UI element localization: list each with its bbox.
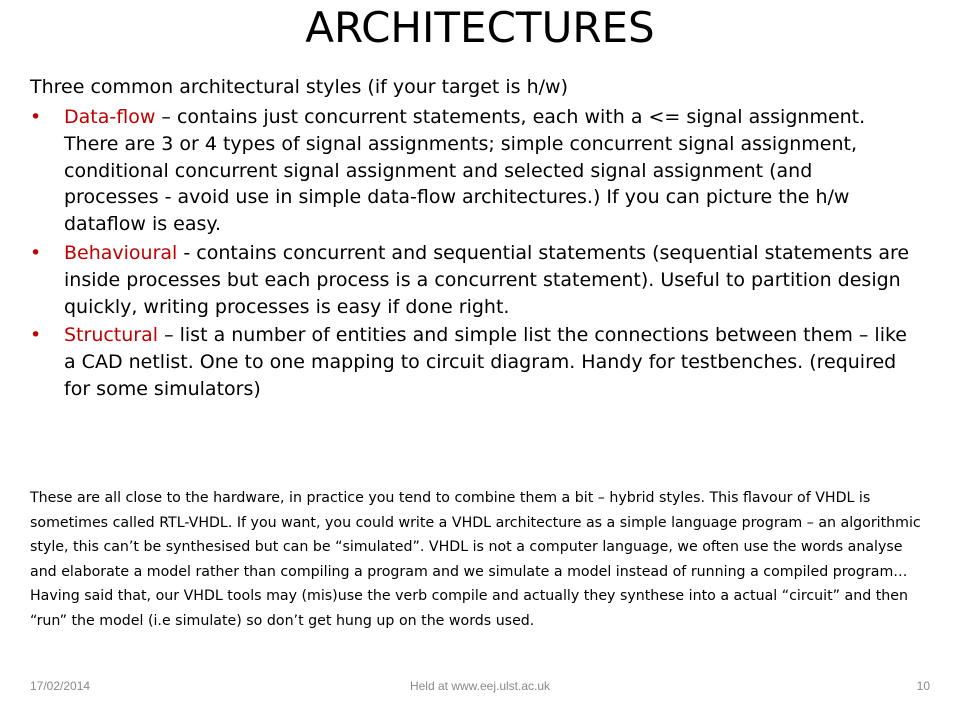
bullet-dot: •: [30, 324, 42, 347]
footer-center-text: Held at www.eej.ulst.ac.uk: [409, 679, 551, 693]
bullet-term: Structural: [64, 324, 159, 347]
bullet-text: – list a number of entities and simple list the connections between them – like a CAD netlist. One to one mapping to circuit diagram. Handy for testbenches. (required for some simulators): [64, 324, 907, 400]
intro-text: Three common architectural styles (if your target is h/w): [30, 76, 569, 98]
slide-footer: [0, 676, 960, 696]
body-paragraph: These are all close to the hardware, in practice you tend to combine them a bit – hybrid styles. This flavour of VHDL is sometimes called RTL-VHDL. If you want, you could write a VHDL architecture as a simple language program – an algorithmic style, this can’t be synthesised but can be “simulated”. VHDL is not a computer language, we often use the words analyse and elaborate a model rather than compiling a program and we simulate a model instead of running a compiled program… Having said that, our VHDL tools may (mis)use the verb compile and actually they synthese into a actual “circuit” and then “run” the model (i.e simulate) so don’t get hung up on the words used.: [30, 490, 921, 629]
slide-title: ARCHITECTURES: [305, 3, 655, 52]
bullet-text: - contains concurrent and sequential statements (sequential statements are inside processes but each process is a concurrent statement). Useful to partition design quickly, writing processes is easy if done right.: [64, 241, 910, 318]
bullet-list: [30, 104, 910, 403]
bullet-dot: •: [30, 241, 42, 264]
bullet-item-data-flow: [30, 104, 910, 238]
bullet-term: Behavioural: [64, 241, 178, 264]
footer-date: 17/02/2014: [30, 679, 91, 693]
bullet-item-structural: [30, 322, 910, 402]
bullet-text: – contains just concurrent statements, each with a <= signal assignment. There are 3 or 4 types of signal assignments; simple concurrent signal assignment, conditional concurrent signal assignment and selected signal assignment (and processes - avoid use in simple data-flow architectures.) If you can picture the h/w dataflow is easy.: [64, 106, 866, 236]
bullet-dot: •: [30, 106, 42, 128]
page-number: 10: [916, 679, 930, 693]
bullet-item-behavioural: [30, 240, 910, 320]
bullet-term: Data-flow: [64, 106, 156, 128]
